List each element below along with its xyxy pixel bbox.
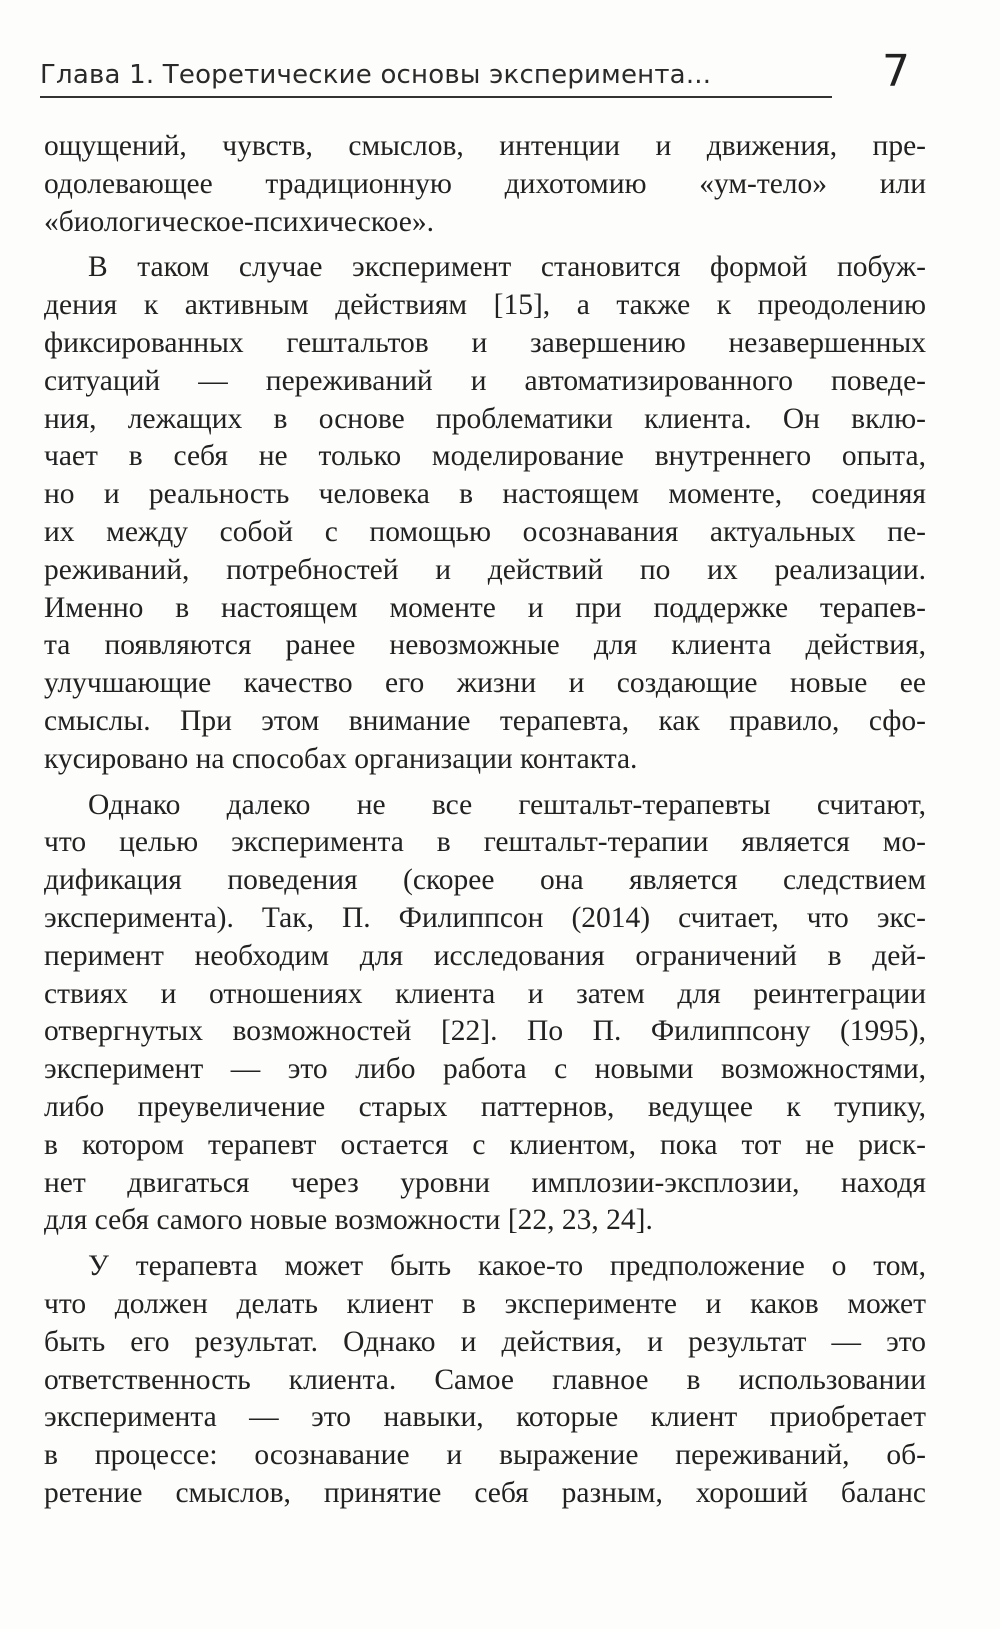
text-line: фиксированных гештальтов и завершению незавершенных [44,326,926,359]
text-line: отвергнутых возможностей [22]. По П. Филиппсону (1995), [44,1015,926,1048]
text-line: ситуаций — переживаний и автоматизированного поведе- [44,364,926,397]
page-number: 7 [882,46,910,97]
text-line: дификация поведения (скорее она является следствием [44,864,926,897]
paragraph [44,249,926,778]
text-line: Именно в настоящем моменте и при поддержке терапев- [44,591,926,624]
text-line: их между собой с помощью осознавания актуальных пе- [44,515,926,548]
text-line: чает в себя не только моделирование внутреннего опыта, [44,440,926,473]
text-line: Однако далеко не все гештальт-терапевты считают, [88,788,926,821]
text-line: У терапевта может быть какое-то предположение о том, [88,1250,926,1283]
text-line: реживаний, потребностей и действий по их реализации. [44,553,926,586]
text-line: «биологическое-психическое». [44,205,435,238]
text-line: что целью эксперимента в гештальт-терапии является мо- [44,826,926,859]
paragraph [44,1248,926,1513]
body-text [44,128,926,1513]
text-line: кусировано на способах организации контакта. [44,742,638,775]
text-line: эксперимента). Так, П. Филиппсон (2014) считает, что экс- [44,901,926,934]
text-line: ретение смыслов, принятие себя разным, хороший баланс [44,1476,926,1509]
text-line: смыслы. При этом внимание терапевта, как правило, сфо- [44,704,926,737]
text-line: ствиях и отношениях клиента и затем для реинтеграции [44,977,926,1010]
text-line: в котором терапевт остается с клиентом, пока тот не риск- [44,1128,926,1161]
text-line: та появляются ранее невозможные для клиента действия, [44,629,926,662]
text-line: одолевающее традиционную дихотомию «ум-тело» или [44,167,926,200]
text-line: эксперимент — это либо работа с новыми возможностями, [44,1053,926,1086]
text-line: ощущений, чувств, смыслов, интенции и движения, пре- [44,130,926,162]
text-line: перимент необходим для исследования ограничений в дей- [44,939,926,972]
text-line: в процессе: осознавание и выражение переживаний, об- [44,1439,926,1472]
text-line: улучшающие качество его жизни и создающие новые ее [44,667,926,700]
chapter-title: Глава 1. Теоретические основы эксперимента... [40,60,712,90]
text-line: быть его результат. Однако и действия, и результат — это [44,1325,926,1358]
text-line: В таком случае эксперимент становится формой побуж- [88,251,926,284]
text-line: эксперимента — это навыки, которые клиент приобретает [44,1401,926,1434]
header-rule [40,96,832,98]
text-line: но и реальность человека в настоящем моменте, соединяя [44,478,926,511]
paragraph [44,787,926,1241]
paragraph [44,128,926,241]
text-line: ния, лежащих в основе проблематики клиента. Он вклю- [44,402,926,435]
text-line: ответственность клиента. Самое главное в использовании [44,1363,926,1396]
text-line: что должен делать клиент в эксперименте и каков может [44,1287,926,1320]
text-line: для себя самого новые возможности [22, 23, 24]. [44,1204,653,1237]
text-line: дения к активным действиям [15], а также к преодолению [44,289,926,322]
text-line: нет двигаться через уровни имплозии-эксплозии, находя [44,1166,926,1199]
running-header [40,48,920,102]
text-line: либо преувеличение старых паттернов, ведущее к тупику, [44,1090,926,1123]
